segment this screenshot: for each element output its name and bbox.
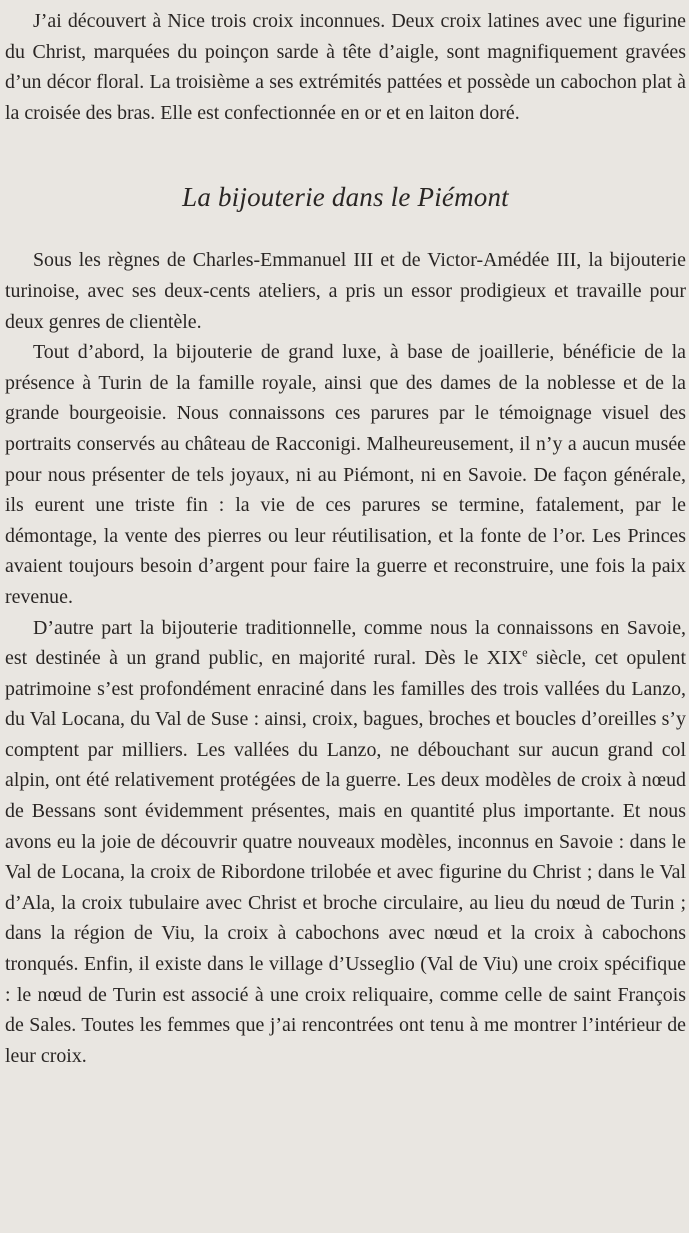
- section-heading: La bijouterie dans le Piémont: [182, 182, 509, 213]
- paragraph-traditional-jewelry: [5, 613, 686, 1072]
- intro-paragraph: J’ai découvert à Nice trois croix inconnues. Deux croix latines avec une figurine du Christ, marquées du poinçon sarde à tête d’aigle, sont magnifiquement gravées d’un décor floral. La troisième a ses extrémités pattées et possède un cabochon plat à la croisée des bras. Elle est confectionnée en or et en laiton doré.: [5, 10, 686, 124]
- paragraph-traditional-jewelry-part-1: D’autre part la bijouterie traditionnelle, comme nous la connaissons en Savoie, est destinée à un grand public, en majorité rural. Dès le XIX: [5, 616, 686, 670]
- century-superscript: e: [522, 645, 528, 660]
- paragraph-traditional-jewelry-part-2: siècle, cet opulent patrimoine s’est profondément enraciné dans les familles des trois vallées du Lanzo, du Val Locana, du Val de Suse : ainsi, croix, bagues, broches et boucles d’oreilles s’y comptent par milliers. Les vallées du Lanzo, ne débouchant sur aucun grand col alpin, ont été relativement protégées de la guerre. Les deux modèles de croix à nœud de Bessans sont évidemment présentes, mais en quantité plus importante. Et nous avons eu la joie de découvrir quatre nouveaux modèles, inconnus en Savoie : dans le Val de Locana, la croix de Ribordone trilobée et avec figurine du Christ ; dans le Val d’Ala, la croix tubulaire avec Christ et broche circulaire, au lieu du nœud de Turin ; dans la région de Viu, la croix à cabochons avec nœud et la croix à cabochons tronqués. Enfin, il existe dans le village d’Usseglio (Val de Viu) une croix spécifique : le nœud de Turin est associé à une croix reliquaire, comme celle de saint François de Sales. Toutes les femmes que j’ai rencontrées ont tenu à me montrer l’intérieur de leur croix.: [5, 647, 686, 1067]
- paragraph-reigns: Sous les règnes de Charles-Emmanuel III et de Victor-Amédée III, la bijouterie turinoise, avec ses deux-cents ateliers, a pris un essor prodigieux et travaille pour deux genres de clientèle.: [5, 249, 686, 333]
- paragraph-luxury-jewelry: Tout d’abord, la bijouterie de grand luxe, à base de joaillerie, bénéficie de la présence à Turin de la famille royale, ainsi que des dames de la noblesse et de la grande bourgeoisie. Nous connaissons ces parures par le témoignage visuel des portraits conservés au château de Racconigi. Malheureusement, il n’y a aucun musée pour nous présenter de tels joyaux, ni au Piémont, ni en Savoie. De façon générale, ils eurent une triste fin : la vie de ces parures se termine, fatalement, par le démontage, la vente des pierres ou leur réutilisation, et la fonte de l’or. Les Princes avaient toujours besoin d’argent pour faire la guerre et reconstruire, une fois la paix revenue.: [5, 341, 686, 608]
